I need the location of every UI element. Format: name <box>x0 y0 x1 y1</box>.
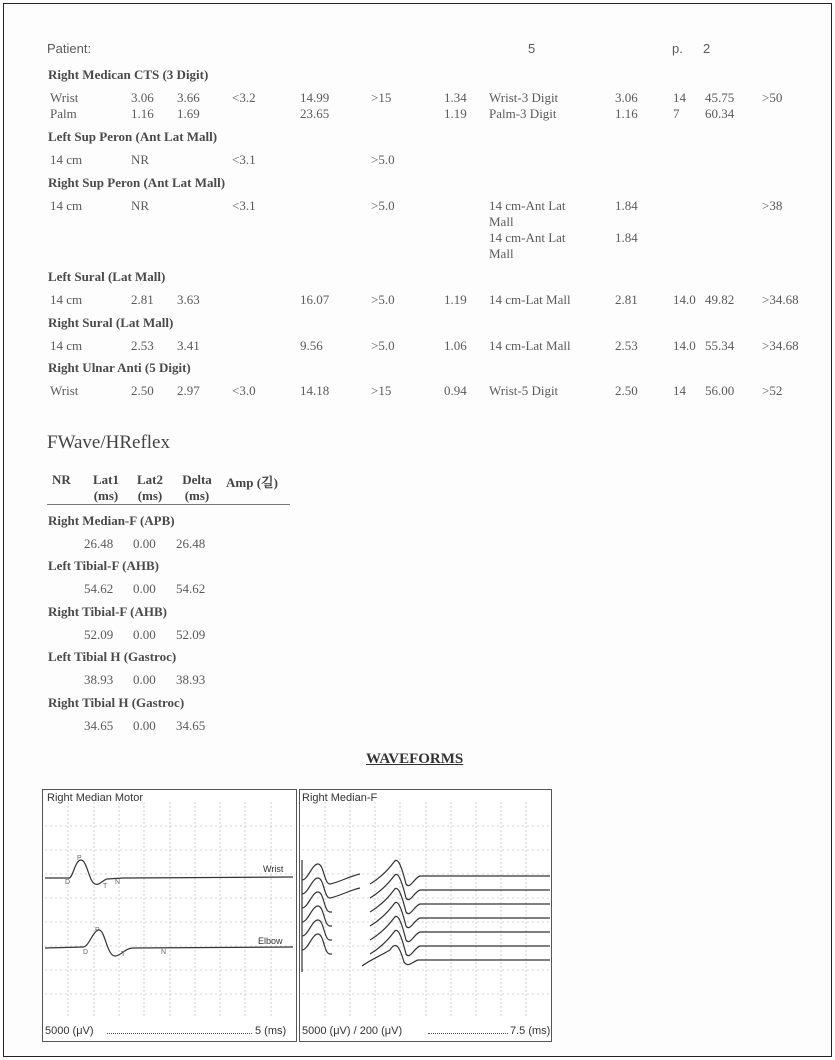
col-lat1: Lat1 (ms) <box>93 472 119 503</box>
col-nr: NR <box>52 472 71 487</box>
table-cell: 14 <box>673 90 686 105</box>
panel-title: Right Median Motor <box>47 792 143 804</box>
table-cell: 1.69 <box>177 106 200 121</box>
wrist-label: Wrist <box>263 864 284 874</box>
fwave-value: 52.09 <box>84 627 114 642</box>
svg-text:P: P <box>95 927 100 934</box>
table-cell: 14.99 <box>300 90 330 105</box>
fwave-value: 34.65 <box>176 718 206 733</box>
patient-label: Patient: <box>47 41 92 56</box>
fwave-section-title: FWave/HReflex <box>47 432 170 453</box>
table-cell: 14.18 <box>300 383 330 398</box>
panel-title: Right Median-F <box>302 792 378 804</box>
table-cell: 2.53 <box>131 338 154 353</box>
fwave-value: 26.48 <box>176 536 206 551</box>
table-cell: Wrist-5 Digit <box>489 383 559 398</box>
table-cell: 3.66 <box>177 90 200 105</box>
table-cell: Wrist <box>50 90 79 105</box>
fwave-value: 0.00 <box>133 672 156 687</box>
table-cell: 1.34 <box>444 90 467 105</box>
table-cell: 23.65 <box>300 106 330 121</box>
table-cell: 1.19 <box>444 106 467 121</box>
table-cell: Palm-3 Digit <box>489 106 557 121</box>
sensory-section-title: Right Sural (Lat Mall) <box>48 315 174 330</box>
table-cell: 1.84 <box>615 198 638 213</box>
table-cell: 3.06 <box>615 90 638 105</box>
table-cell: >5.0 <box>371 152 395 167</box>
table-cell: 1.16 <box>131 106 154 121</box>
svg-text:T: T <box>103 883 108 890</box>
table-cell: 55.34 <box>705 338 735 353</box>
fwave-group-title: Left Tibial H (Gastroc) <box>48 649 177 664</box>
scale-left: 5000 (μV) / 200 (μV) <box>302 1025 403 1037</box>
page-center-number: 5 <box>528 41 536 56</box>
table-cell: 14 <box>673 383 686 398</box>
table-cell: <3.1 <box>232 198 256 213</box>
fwave-value: 0.00 <box>133 718 156 733</box>
table-cell: 14 cm-Lat Mall <box>489 338 571 353</box>
svg-text:D: D <box>65 879 71 886</box>
table-cell: NR <box>131 198 150 213</box>
table-cell: 14 cm <box>50 152 83 167</box>
median-f-plot <box>300 790 551 1041</box>
svg-text:N: N <box>161 949 167 956</box>
table-cell: >5.0 <box>371 292 395 307</box>
table-cell: 2.97 <box>177 383 200 398</box>
table-cell: 2.81 <box>131 292 154 307</box>
table-cell: 60.34 <box>705 106 735 121</box>
elbow-label: Elbow <box>258 936 283 946</box>
table-cell: 14 cm-Ant Lat Mall <box>489 198 566 229</box>
table-cell: Wrist <box>50 383 79 398</box>
table-cell: 2.50 <box>615 383 638 398</box>
fwave-group-title: Left Tibial-F (AHB) <box>48 558 159 573</box>
table-cell: NR <box>131 152 150 167</box>
scale-right: 7.5 (ms) <box>510 1025 551 1037</box>
table-cell: 2.50 <box>131 383 154 398</box>
waveforms-title: WAVEFORMS <box>366 751 464 767</box>
table-cell: <3.2 <box>232 90 256 105</box>
table-cell: 7 <box>673 106 680 121</box>
table-cell: <3.0 <box>232 383 256 398</box>
table-cell: 1.16 <box>615 106 638 121</box>
table-cell: Palm <box>50 106 77 121</box>
col-amp: Amp (길) <box>226 475 278 490</box>
fwave-value: 38.93 <box>84 672 114 687</box>
table-cell: 49.82 <box>705 292 735 307</box>
table-cell: 2.81 <box>615 292 638 307</box>
f-wave-trace <box>362 946 550 966</box>
table-cell: 1.06 <box>444 338 467 353</box>
svg-text:P: P <box>77 855 82 862</box>
median-f-panel <box>299 789 552 1042</box>
table-cell: 3.63 <box>177 292 200 307</box>
table-cell: >34.68 <box>762 338 799 353</box>
fwave-group-title: Right Tibial-F (AHB) <box>48 604 167 619</box>
table-cell: 1.19 <box>444 292 467 307</box>
median-motor-panel <box>42 789 297 1042</box>
sensory-section-title: Left Sural (Lat Mall) <box>48 269 166 284</box>
sensory-section-title: Right Sup Peron (Ant Lat Mall) <box>48 175 226 190</box>
table-cell: 3.06 <box>131 90 154 105</box>
table-cell: >38 <box>762 198 783 213</box>
scale-right: 5 (ms) <box>255 1025 287 1037</box>
fwave-value: 0.00 <box>133 536 156 551</box>
median-motor-plot <box>43 790 296 1041</box>
col-lat2: Lat2 (ms) <box>137 472 163 503</box>
page-number: 2 <box>703 41 711 56</box>
scale-dots <box>428 1033 508 1034</box>
table-cell: 14.0 <box>673 292 696 307</box>
f-wave-trace <box>302 916 550 941</box>
fwave-value: 38.93 <box>176 672 206 687</box>
table-cell: >5.0 <box>371 198 395 213</box>
fwave-value: 26.48 <box>84 536 114 551</box>
table-cell: 14 cm <box>50 198 83 213</box>
table-cell: 14 cm-Ant Lat Mall <box>489 230 566 261</box>
table-cell: 0.94 <box>444 383 467 398</box>
fwave-value: 52.09 <box>176 627 206 642</box>
sensory-section-title: Right Ulnar Anti (5 Digit) <box>48 360 191 375</box>
table-cell: 14 cm-Lat Mall <box>489 292 571 307</box>
sensory-section-title: Left Sup Peron (Ant Lat Mall) <box>48 129 218 144</box>
page-label: p. <box>672 41 683 56</box>
table-cell: >5.0 <box>371 338 395 353</box>
table-cell: 14 cm <box>50 292 83 307</box>
table-cell: >15 <box>371 90 392 105</box>
svg-text:N: N <box>115 879 121 886</box>
table-cell: >50 <box>762 90 783 105</box>
table-cell: 56.00 <box>705 383 735 398</box>
fwave-group-title: Right Tibial H (Gastroc) <box>48 695 185 710</box>
sensory-section-title: Right Medican CTS (3 Digit) <box>48 67 209 82</box>
table-cell: 16.07 <box>300 292 330 307</box>
fwave-value: 34.65 <box>84 718 114 733</box>
fwave-value: 54.62 <box>176 581 206 596</box>
fwave-value: 0.00 <box>133 627 156 642</box>
table-cell: Wrist-3 Digit <box>489 90 559 105</box>
table-cell: >52 <box>762 383 783 398</box>
fwave-value: 0.00 <box>133 581 156 596</box>
table-cell: 9.56 <box>300 338 323 353</box>
table-cell: 45.75 <box>705 90 735 105</box>
f-wave-trace <box>302 888 550 913</box>
table-cell: 14.0 <box>673 338 696 353</box>
col-delta: Delta (ms) <box>182 472 212 503</box>
table-cell: <3.1 <box>232 152 256 167</box>
table-cell: 3.41 <box>177 338 200 353</box>
table-cell: 1.84 <box>615 230 638 245</box>
table-cell: >34.68 <box>762 292 799 307</box>
table-cell: 2.53 <box>615 338 638 353</box>
scale-dots <box>107 1033 252 1034</box>
svg-text:D: D <box>83 949 89 956</box>
table-cell: >15 <box>371 383 392 398</box>
fwave-value: 54.62 <box>84 581 114 596</box>
f-wave-trace <box>302 860 550 885</box>
svg-text:T: T <box>121 951 126 958</box>
scale-left: 5000 (μV) <box>45 1025 94 1037</box>
fwave-group-title: Right Median-F (APB) <box>48 513 175 528</box>
wrist-trace <box>45 860 293 884</box>
table-cell: 14 cm <box>50 338 83 353</box>
header-divider <box>47 504 290 505</box>
